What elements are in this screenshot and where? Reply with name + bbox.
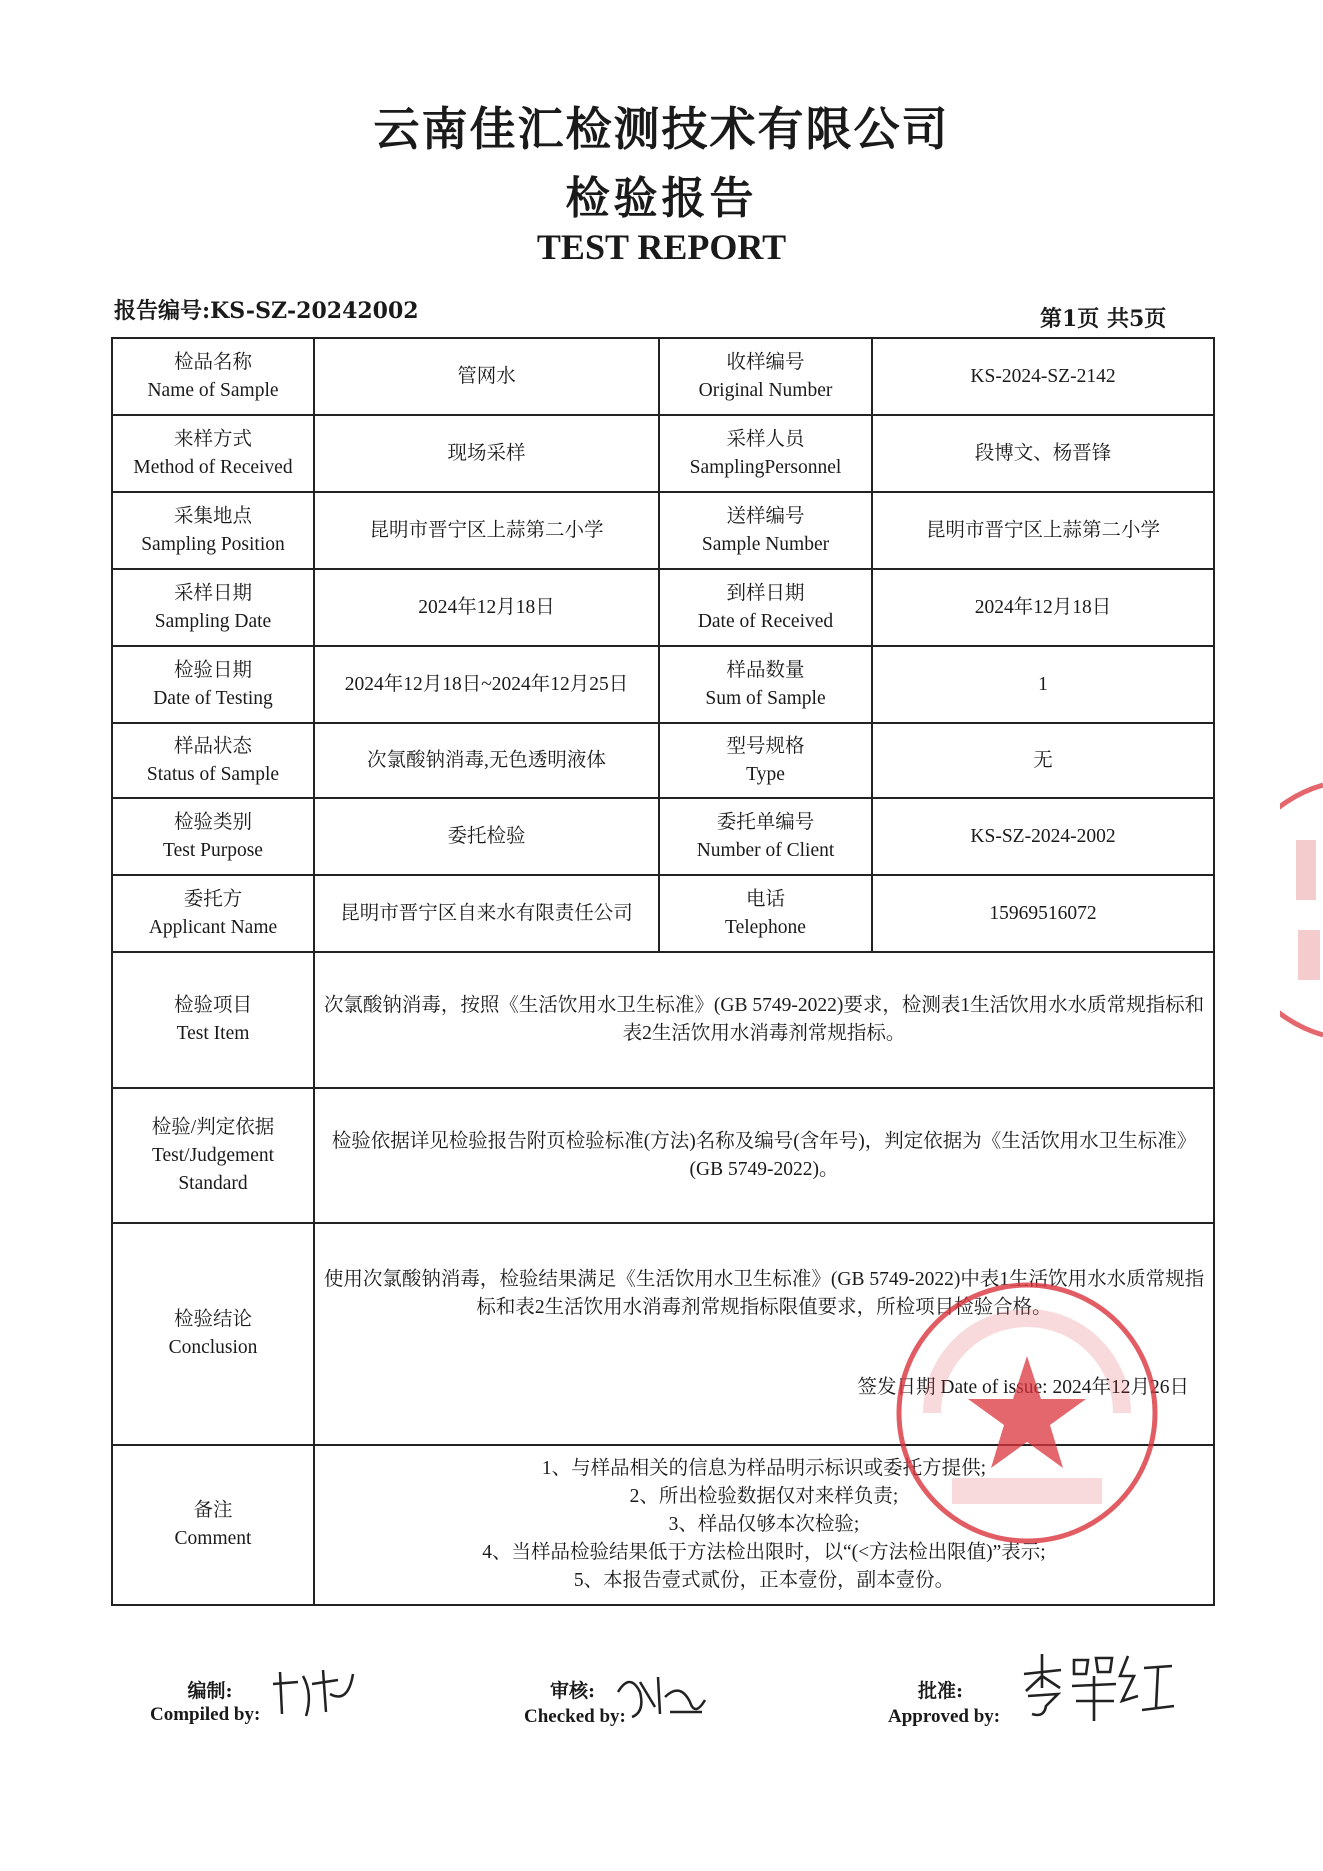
field-label-en: Number of Client bbox=[696, 839, 835, 861]
field-value: 次氯酸钠消毒,无色透明液体 bbox=[314, 723, 659, 798]
field-value: KS-2024-SZ-2142 bbox=[872, 338, 1214, 415]
compiled-label-en: Compiled by: bbox=[150, 1704, 261, 1725]
field-label bbox=[659, 338, 872, 415]
field-label-cn: 样品数量 bbox=[726, 659, 805, 681]
field-label-en: Method of Received bbox=[133, 456, 293, 478]
checked-label-en: Checked by: bbox=[524, 1706, 626, 1727]
field-label bbox=[112, 492, 314, 569]
field-label bbox=[659, 723, 872, 798]
field-label-cn: 检品名称 bbox=[173, 351, 252, 373]
report-title-cn: 检验报告 bbox=[565, 173, 758, 224]
field-label bbox=[659, 646, 872, 723]
field-label-en: Sampling Date bbox=[154, 610, 272, 632]
field-label bbox=[112, 723, 314, 798]
field-label bbox=[659, 492, 872, 569]
field-label bbox=[112, 338, 314, 415]
field-label-en: Test Purpose bbox=[163, 839, 263, 861]
standard-row bbox=[112, 1088, 1214, 1223]
info-row bbox=[112, 415, 1214, 492]
field-label-cn: 电话 bbox=[745, 888, 785, 910]
field-value: 无 bbox=[872, 723, 1214, 798]
test-item-text: 次氯酸钠消毒，按照《生活饮用水卫生标准》(GB 5749-2022)要求，检测表1生活饮用水水质常规指标和表2生活饮用水消毒剂常规指标。 bbox=[314, 952, 1214, 1088]
conclusion-label: 检验结论 Conclusion bbox=[112, 1223, 314, 1445]
field-label bbox=[112, 569, 314, 646]
field-label-cn: 送样编号 bbox=[726, 505, 805, 527]
field-value: 管网水 bbox=[314, 338, 659, 415]
standard-label: 检验/判定依据 Test/Judgement Standard bbox=[112, 1088, 314, 1223]
field-label bbox=[659, 875, 872, 952]
field-label bbox=[112, 875, 314, 952]
test-item-row bbox=[112, 952, 1214, 1088]
comment-item: 4、当样品检验结果低于方法检出限时，以“(<方法检出限值)”表示; bbox=[482, 1542, 1046, 1563]
field-label-cn: 检验类别 bbox=[173, 811, 252, 833]
checked-label: 审核: bbox=[550, 1680, 596, 1702]
company-title: 云南佳汇检测技术有限公司 bbox=[373, 102, 950, 156]
approved-label: 批准: bbox=[918, 1680, 964, 1702]
info-row bbox=[112, 338, 1214, 415]
field-label-en: Telephone bbox=[725, 916, 806, 938]
field-label bbox=[112, 646, 314, 723]
field-label-cn: 来样方式 bbox=[173, 428, 252, 450]
field-label-cn: 到样日期 bbox=[726, 582, 805, 604]
approved-signature bbox=[1016, 1646, 1176, 1726]
report-number: 报告编号:KS-SZ-20242002 bbox=[114, 298, 419, 324]
comment-item: 1、与样品相关的信息为样品明示标识或委托方提供; bbox=[541, 1458, 987, 1479]
field-label-en: Status of Sample bbox=[146, 763, 280, 785]
field-label-cn: 采样人员 bbox=[726, 428, 805, 450]
field-label-en: Sample Number bbox=[701, 533, 830, 555]
field-label-cn: 检验日期 bbox=[173, 659, 252, 681]
field-label-en: Original Number bbox=[698, 379, 833, 401]
info-row bbox=[112, 492, 1214, 569]
field-label bbox=[112, 798, 314, 875]
company-seal bbox=[892, 1278, 1162, 1548]
field-value: 2024年12月18日~2024年12月25日 bbox=[314, 646, 659, 723]
info-row bbox=[112, 646, 1214, 723]
info-row bbox=[112, 875, 1214, 952]
field-label bbox=[659, 798, 872, 875]
field-label-en: SamplingPersonnel bbox=[689, 456, 842, 478]
field-label-cn: 委托方 bbox=[183, 888, 243, 910]
field-label-en: Type bbox=[746, 763, 785, 785]
field-value: 15969516072 bbox=[872, 875, 1214, 952]
field-label-cn: 采样日期 bbox=[173, 582, 252, 604]
field-label-en: Applicant Name bbox=[148, 916, 278, 938]
checked-signature bbox=[610, 1662, 710, 1724]
field-label-en: Date of Received bbox=[697, 610, 834, 632]
approved-label-en: Approved by: bbox=[888, 1706, 1001, 1727]
info-row bbox=[112, 798, 1214, 875]
field-label-cn: 采集地点 bbox=[173, 505, 252, 527]
field-value: 现场采样 bbox=[314, 415, 659, 492]
compiled-label: 编制: bbox=[187, 1680, 233, 1702]
field-label bbox=[112, 415, 314, 492]
field-label-en: Date of Testing bbox=[153, 687, 273, 709]
issue-label: 签发日期 Date of issue: bbox=[857, 1377, 1048, 1398]
comment-label: 备注 Comment bbox=[112, 1445, 314, 1605]
field-label-en: Sampling Position bbox=[141, 533, 285, 555]
field-value: 2024年12月18日 bbox=[314, 569, 659, 646]
field-value: 昆明市晋宁区上蒜第二小学 bbox=[872, 492, 1214, 569]
field-label-en: Name of Sample bbox=[147, 379, 279, 401]
field-value: 昆明市晋宁区上蒜第二小学 bbox=[314, 492, 659, 569]
field-label bbox=[659, 569, 872, 646]
info-row bbox=[112, 569, 1214, 646]
field-value: 委托检验 bbox=[314, 798, 659, 875]
field-value: 段博文、杨晋锋 bbox=[872, 415, 1214, 492]
field-label-cn: 收样编号 bbox=[726, 351, 805, 373]
test-item-label: 检验项目 Test Item bbox=[112, 952, 314, 1088]
field-label-cn: 型号规格 bbox=[726, 735, 805, 757]
standard-text: 检验依据详见检验报告附页检验标准(方法)名称及编号(含年号)，判定依据为《生活饮用水卫生标准》(GB 5749-2022)。 bbox=[314, 1088, 1214, 1223]
field-value: 2024年12月18日 bbox=[872, 569, 1214, 646]
field-label-cn: 委托单编号 bbox=[716, 811, 815, 833]
field-label bbox=[659, 415, 872, 492]
comment-item: 2、所出检验数据仅对来样负责; bbox=[629, 1486, 899, 1507]
field-label-cn: 样品状态 bbox=[173, 735, 252, 757]
field-value: KS-SZ-2024-2002 bbox=[872, 798, 1214, 875]
field-value: 1 bbox=[872, 646, 1214, 723]
comment-item: 5、本报告壹式贰份，正本壹份，副本壹份。 bbox=[573, 1570, 955, 1591]
compiled-signature bbox=[268, 1664, 358, 1724]
page-number: 第1页 共5页 bbox=[1040, 306, 1167, 332]
field-label-en: Sum of Sample bbox=[705, 687, 826, 709]
edge-seal bbox=[1280, 780, 1323, 1040]
field-value: 昆明市晋宁区自来水有限责任公司 bbox=[314, 875, 659, 952]
report-title-en: TEST REPORT bbox=[536, 227, 787, 267]
info-row bbox=[112, 723, 1214, 798]
issue-date: 2024年12月26日 bbox=[1052, 1377, 1189, 1398]
comment-item: 3、样品仅够本次检验; bbox=[668, 1514, 860, 1535]
conclusion-text: 使用次氯酸钠消毒，检验结果满足《生活饮用水卫生标准》(GB 5749-2022)中表1生活饮用水水质常规指标和表2生活饮用水消毒剂常规指标限值要求，所检项目检验合格。 bbox=[323, 1269, 1205, 1318]
